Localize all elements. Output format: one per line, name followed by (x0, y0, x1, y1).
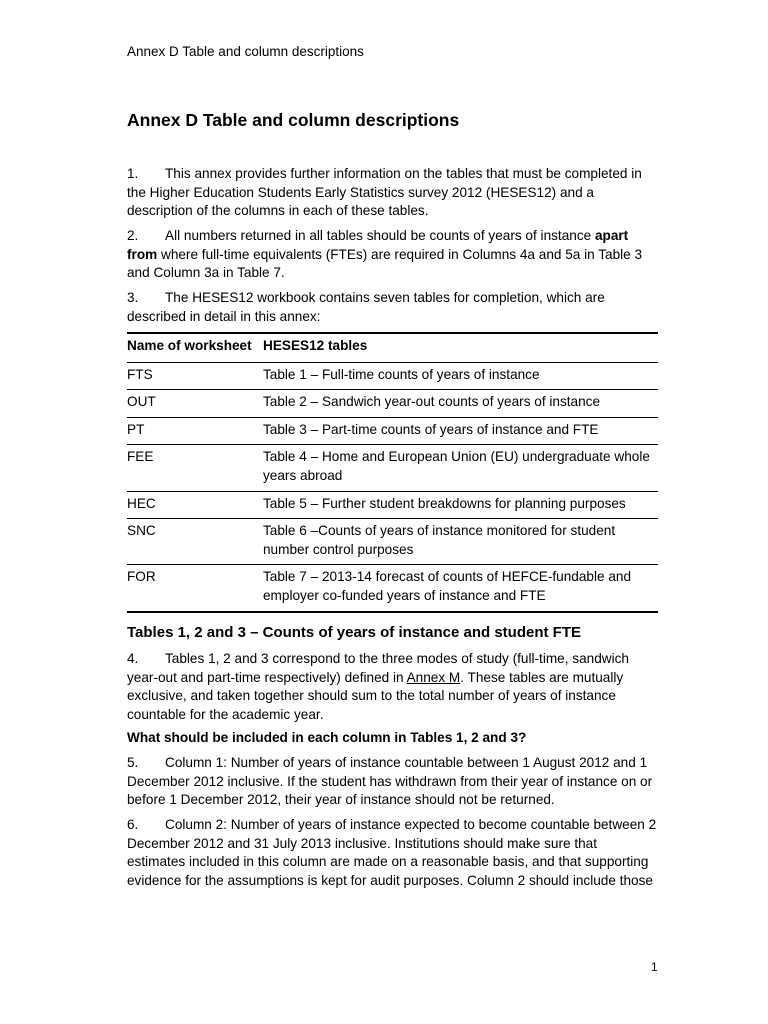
worksheet-table (127, 332, 658, 613)
paragraph-text: Column 1: Number of years of instance countable between 1 August 2012 and 1 December 2012 inclusive. If the student has withdrawn from their year of instance on or before 1 December 2012, their year of instance should not be returned. (127, 755, 653, 808)
running-header: Annex D Table and column descriptions (127, 44, 364, 59)
table-row (127, 362, 658, 390)
table-header-row (127, 333, 658, 362)
section-heading: Tables 1, 2 and 3 – Counts of years of instance and student FTE (127, 624, 581, 641)
table-row (127, 491, 658, 519)
paragraph-number: 6. (127, 817, 139, 832)
table-description-cell: Table 1 – Full-time counts of years of instance (263, 362, 658, 390)
column-header-tables: HESES12 tables (263, 333, 658, 362)
emphasis-text: apart from (127, 228, 629, 262)
paragraph-text: The HESES12 workbook contains seven tables for completion, which are described in detail in this annex: (127, 290, 605, 324)
paragraph-number: 3. (127, 290, 139, 305)
paragraph-3 (127, 289, 658, 326)
paragraph-2 (127, 227, 658, 283)
table-row (127, 390, 658, 418)
paragraph-text: All numbers returned in all tables should be counts of years of instance (165, 228, 595, 243)
table-description-cell: Table 5 – Further student breakdowns for planning purposes (263, 491, 658, 519)
worksheet-name-cell: FEE (127, 445, 263, 491)
table-description-cell: Table 3 – Part-time counts of years of instance and FTE (263, 417, 658, 445)
paragraph-text: Column 2: Number of years of instance expected to become countable between 2 December 2012 and 31 July 2013 inclusive. Institutions should make sure that estimates included in this column are made on a reasonable basis, and that supporting evidence for the assumptions is kept for audit purposes. Column 2 should include those (127, 817, 657, 888)
page-number: 1 (651, 960, 658, 974)
worksheet-name-cell: PT (127, 417, 263, 445)
paragraph-number: 1. (127, 166, 139, 181)
table-row (127, 565, 658, 612)
annex-m-link[interactable]: Annex M (406, 669, 461, 685)
worksheet-name-cell: SNC (127, 519, 263, 565)
paragraph-text: Tables 1, 2 and 3 correspond to the three modes of study (full-time, sandwich year-out and part-time respectively) defined in (127, 651, 629, 685)
table-description-cell: Table 2 – Sandwich year-out counts of years of instance (263, 390, 658, 418)
table-row (127, 417, 658, 445)
worksheet-name-cell: FOR (127, 565, 263, 612)
paragraph-number: 2. (127, 228, 139, 243)
page-title: Annex D Table and column descriptions (127, 110, 460, 130)
paragraph-1 (127, 165, 658, 221)
paragraph-text: . These tables are mutually exclusive, and taken together should sum to the total number of years of instance countable for the academic year. (127, 669, 624, 722)
paragraph-4 (127, 650, 658, 724)
worksheet-name-cell: OUT (127, 390, 263, 418)
column-header-worksheet: Name of worksheet (127, 333, 263, 362)
table-description-cell: Table 6 –Counts of years of instance monitored for student number control purposes (263, 519, 658, 565)
worksheet-name-cell: HEC (127, 491, 263, 519)
paragraph-6 (127, 816, 658, 890)
table-description-cell: Table 4 – Home and European Union (EU) undergraduate whole years abroad (263, 445, 658, 491)
paragraph-text: This annex provides further information on the tables that must be completed in the Higher Education Students Early Statistics survey 2012 (HESES12) and a description of the columns in each of these tables. (127, 166, 642, 219)
table-row (127, 445, 658, 491)
paragraph-number: 4. (127, 651, 139, 666)
paragraph-number: 5. (127, 755, 139, 770)
paragraph-text: where full-time equivalents (FTEs) are required in Columns 4a and 5a in Table 3 and Column 3a in Table 7. (127, 246, 643, 281)
table-description-cell: Table 7 – 2013-14 forecast of counts of HEFCE-fundable and employer co-funded years of instance and FTE (263, 565, 658, 612)
question-heading: What should be included in each column in Tables 1, 2 and 3? (127, 730, 527, 745)
worksheet-name-cell: FTS (127, 362, 263, 390)
table-row (127, 519, 658, 565)
paragraph-5 (127, 754, 658, 810)
